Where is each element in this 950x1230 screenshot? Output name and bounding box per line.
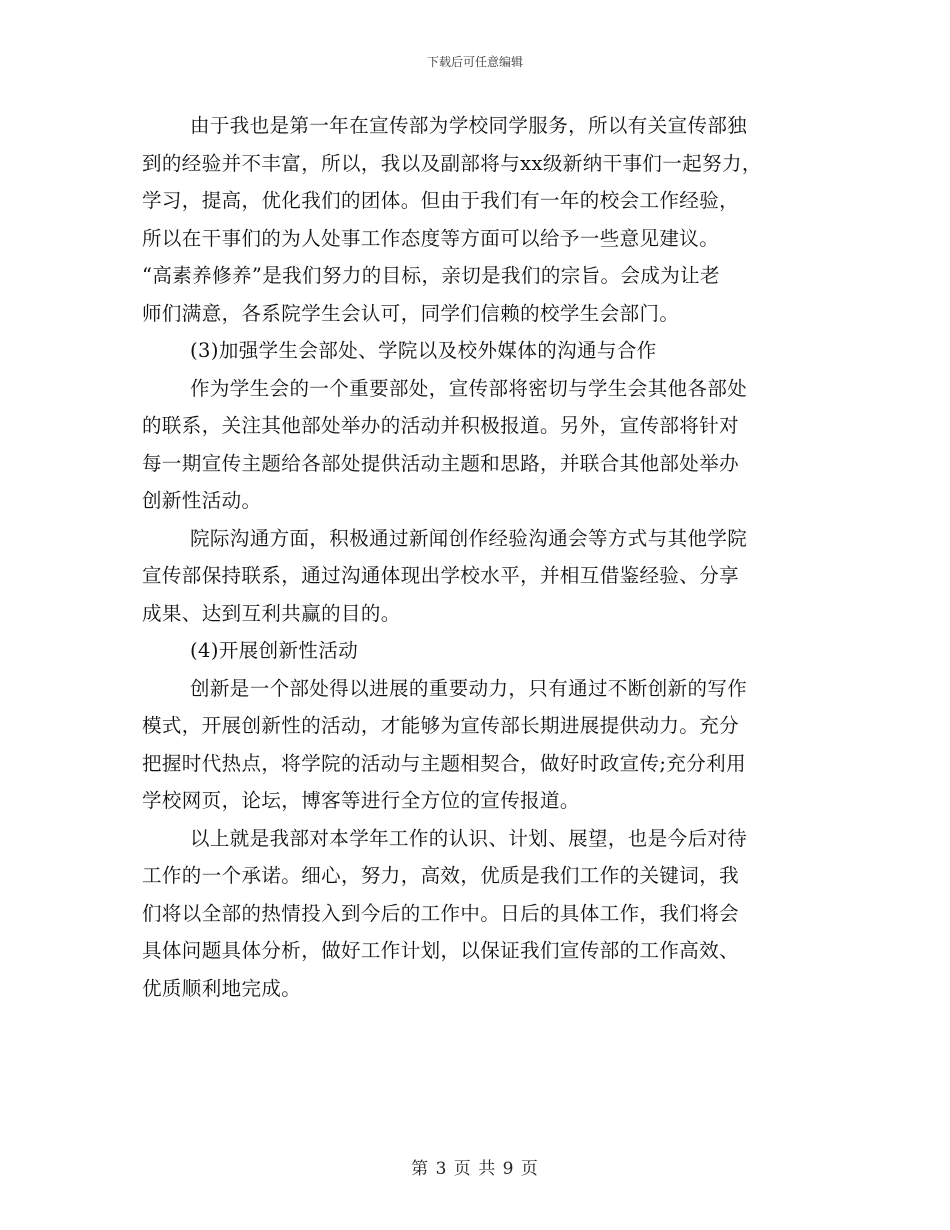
text-line: 所以在干事们的为人处事工作态度等方面可以给予一些意见建议。 (142, 226, 720, 250)
text-line: 成果、达到互利共赢的目的。 (142, 601, 401, 625)
text-line: 以上就是我部对本学年工作的认识、计划、展望，也是今后对待 (190, 826, 748, 850)
text-line: 到的经验并不丰富，所以，我以及副部将与xx级新纳干事们一起努力， (142, 151, 762, 175)
header-note: 下载后可任意编辑 (426, 55, 523, 69)
page-number-footer: 第 3 页 共 9 页 (411, 1159, 539, 1179)
text-line: 具体问题具体分析，做好工作计划，以保证我们宣传部的工作高效、 (142, 939, 740, 962)
text-line: 作为学生会的一个重要部处，宣传部将密切与学生会其他各部处 (190, 376, 748, 400)
text-line: 师们满意，各系院学生会认可，同学们信赖的校学生会部门。 (142, 301, 680, 325)
text-line: 们将以全部的热情投入到今后的工作中。日后的具体工作，我们将会 (142, 901, 740, 925)
text-line: (3)加强学生会部处、学院以及校外媒体的沟通与合作 (190, 339, 657, 362)
text-line: 院际沟通方面，积极通过新闻创作经验沟通会等方式与其他学院 (190, 526, 748, 550)
text-line: 每一期宣传主题给各部处提供活动主题和思路，并联合其他部处举办 (142, 451, 740, 475)
text-line: 宣传部保持联系，通过沟通体现出学校水平，并相互借鉴经验、分享 (142, 564, 740, 587)
text-line: 的联系，关注其他部处举办的活动并积极报道。另外，宣传部将针对 (142, 414, 740, 437)
text-line: 创新性活动。 (142, 489, 262, 512)
text-line: 学校网页，论坛，博客等进行全方位的宣传报道。 (142, 789, 580, 812)
text-line: 创新是一个部处得以进展的重要动力，只有通过不断创新的写作 (190, 676, 748, 700)
document-body (142, 107, 822, 1007)
text-line: 优质顺利地完成。 (142, 976, 302, 1000)
text-line: “高素养修养”是我们努力的目标，亲切是我们的宗旨。会成为让老 (142, 264, 720, 287)
text-line: 学习，提高，优化我们的团体。但由于我们有一年的校会工作经验， (142, 189, 740, 212)
text-line: 工作的一个承诺。细心，努力，高效，优质是我们工作的关键词，我 (142, 864, 740, 887)
text-line: 把握时代热点，将学院的活动与主题相契合，做好时政宣传;充分利用 (142, 751, 746, 775)
text-line: (4)开展创新性活动 (190, 639, 359, 662)
text-line: 由于我也是第一年在宣传部为学校同学服务，所以有关宣传部独 (190, 114, 748, 137)
text-line: 模式，开展创新性的活动，才能够为宣传部长期进展提供动力。充分 (142, 714, 740, 737)
